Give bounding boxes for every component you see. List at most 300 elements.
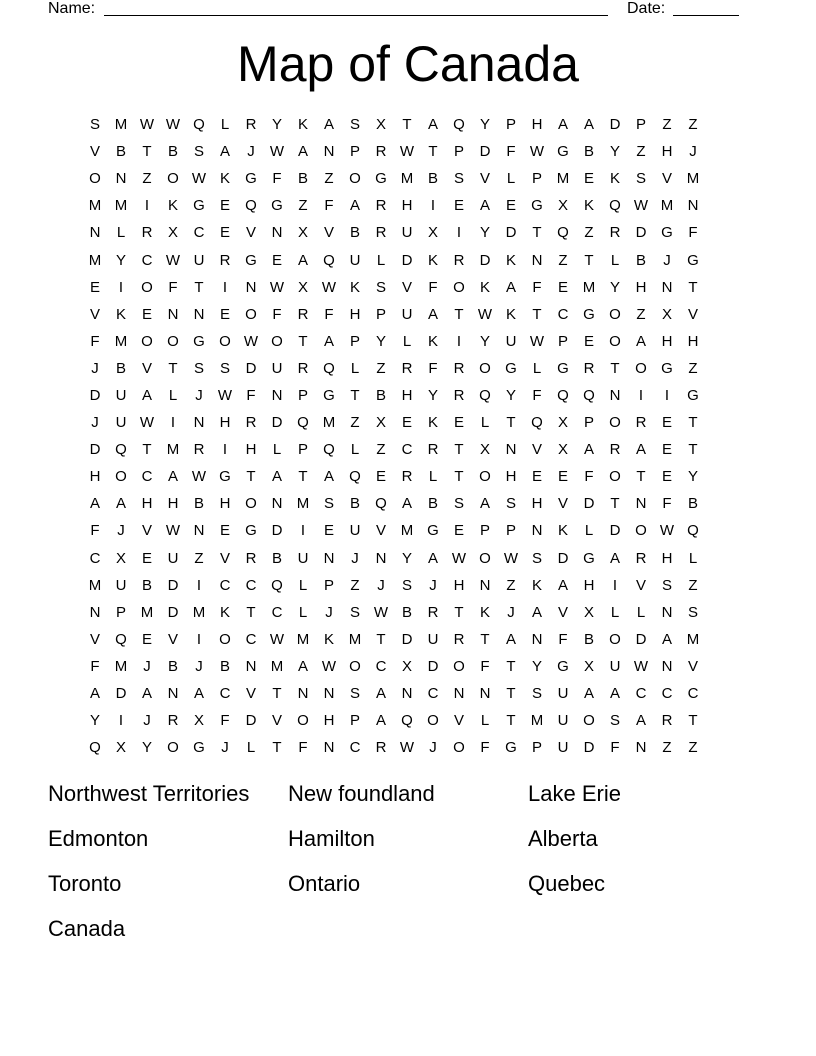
grid-letter: N — [89, 603, 101, 621]
grid-letter: R — [193, 441, 205, 459]
word-list-item: Edmonton — [48, 826, 149, 851]
grid-letter: Y — [479, 332, 490, 350]
grid-letter: F — [584, 468, 594, 486]
grid-letter: C — [349, 739, 361, 757]
grid-letter: D — [427, 657, 439, 675]
grid-letter: B — [167, 657, 178, 675]
grid-letter: V — [141, 522, 152, 540]
grid-letter: S — [375, 278, 386, 296]
grid-letter: N — [687, 197, 699, 215]
grid-letter: Z — [688, 576, 698, 594]
grid-letter: G — [557, 143, 569, 161]
grid-letter: J — [325, 603, 333, 621]
grid-letter: G — [687, 251, 699, 269]
grid-letter: F — [428, 359, 438, 377]
word-list-item: Ontario — [288, 871, 361, 896]
grid-letter: H — [401, 386, 413, 404]
grid-letter: O — [271, 332, 283, 350]
grid-letter: F — [298, 739, 308, 757]
grid-letter: Y — [115, 251, 126, 269]
grid-letter: N — [245, 278, 257, 296]
grid-letter: E — [583, 170, 594, 188]
grid-letter: F — [428, 278, 438, 296]
grid-letter: N — [661, 603, 673, 621]
word-list-item: Northwest Territories — [48, 781, 250, 806]
grid-letter: H — [167, 495, 179, 513]
grid-letter: P — [557, 332, 568, 350]
grid-letter: T — [506, 657, 516, 675]
grid-letter: R — [635, 414, 647, 432]
grid-letter: D — [89, 441, 101, 459]
grid-letter: K — [479, 278, 490, 296]
grid-letter: T — [636, 468, 646, 486]
grid-letter: L — [298, 603, 308, 621]
grid-letter: N — [167, 305, 179, 323]
grid-letter: O — [609, 305, 621, 323]
grid-letter: Q — [193, 116, 205, 134]
grid-letter: Z — [142, 170, 152, 188]
grid-letter: W — [399, 739, 415, 757]
grid-letter: U — [271, 359, 283, 377]
grid-letter: H — [687, 332, 699, 350]
grid-letter: W — [165, 251, 181, 269]
grid-letter: Y — [401, 549, 412, 567]
grid-letter: A — [583, 685, 594, 703]
grid-letter: P — [505, 522, 516, 540]
grid-letter: R — [401, 468, 413, 486]
grid-letter: A — [141, 685, 152, 703]
grid-letter: K — [505, 305, 516, 323]
grid-letter: H — [531, 495, 543, 513]
grid-row — [82, 192, 706, 219]
grid-letter: T — [168, 359, 178, 377]
grid-letter: T — [142, 143, 152, 161]
grid-letter: E — [661, 441, 672, 459]
grid-letter: V — [245, 224, 256, 242]
grid-letter: C — [375, 657, 387, 675]
grid-letter: A — [323, 116, 334, 134]
grid-letter: G — [245, 522, 257, 540]
grid-letter: D — [479, 143, 491, 161]
grid-letter: I — [196, 630, 202, 648]
grid-letter: A — [661, 630, 672, 648]
grid-letter: T — [480, 630, 490, 648]
grid-letter: J — [195, 657, 203, 675]
grid-letter: Z — [298, 197, 308, 215]
grid-letter: T — [610, 359, 620, 377]
grid-letter: P — [531, 739, 542, 757]
worksheet-header — [0, 0, 816, 20]
grid-letter: E — [661, 414, 672, 432]
grid-letter: M — [192, 603, 206, 621]
grid-letter: W — [191, 170, 207, 188]
grid-letter: Z — [376, 359, 386, 377]
grid-row — [82, 490, 706, 517]
grid-letter: R — [609, 441, 621, 459]
grid-letter: G — [661, 359, 673, 377]
grid-letter: A — [323, 332, 334, 350]
grid-letter: K — [297, 116, 308, 134]
grid-letter: M — [140, 603, 154, 621]
grid-letter: E — [401, 414, 412, 432]
grid-letter: Q — [323, 359, 335, 377]
grid-letter: O — [141, 332, 153, 350]
grid-row — [82, 328, 706, 355]
grid-letter: V — [661, 170, 672, 188]
grid-letter: J — [91, 414, 99, 432]
grid-letter: J — [429, 576, 437, 594]
grid-letter: V — [219, 549, 230, 567]
grid-letter: C — [219, 576, 231, 594]
grid-letter: V — [557, 495, 568, 513]
grid-letter: Z — [688, 359, 698, 377]
grid-row — [82, 545, 706, 572]
grid-letter: O — [479, 359, 491, 377]
grid-letter: J — [117, 522, 125, 540]
grid-letter: Z — [194, 549, 204, 567]
grid-letter: F — [90, 657, 100, 675]
grid-letter: W — [659, 522, 675, 540]
grid-letter: J — [351, 549, 359, 567]
grid-row — [82, 409, 706, 436]
grid-letter: L — [506, 170, 516, 188]
grid-letter: X — [583, 603, 594, 621]
grid-letter: Z — [662, 739, 672, 757]
grid-letter: O — [609, 468, 621, 486]
grid-row — [82, 382, 706, 409]
grid-letter: A — [115, 495, 126, 513]
grid-letter: D — [167, 576, 179, 594]
grid-letter: C — [635, 685, 647, 703]
grid-letter: F — [480, 657, 490, 675]
grid-letter: U — [557, 685, 569, 703]
grid-letter: E — [583, 332, 594, 350]
grid-letter: R — [635, 549, 647, 567]
grid-letter: N — [531, 251, 543, 269]
grid-letter: A — [635, 441, 646, 459]
grid-row — [82, 653, 706, 680]
grid-letter: J — [221, 739, 229, 757]
grid-letter: V — [401, 278, 412, 296]
grid-letter: A — [219, 143, 230, 161]
grid-letter: D — [115, 685, 127, 703]
grid-letter: Z — [558, 251, 568, 269]
grid-letter: H — [323, 712, 335, 730]
grid-letter: R — [453, 386, 465, 404]
grid-letter: M — [556, 170, 570, 188]
grid-letter: F — [610, 739, 620, 757]
grid-letter: Z — [324, 170, 334, 188]
grid-letter: O — [479, 468, 491, 486]
date-label: Date: — [627, 0, 666, 17]
grid-letter: D — [89, 386, 101, 404]
grid-letter: Y — [609, 143, 620, 161]
grid-letter: W — [529, 143, 545, 161]
grid-letter: O — [453, 278, 465, 296]
grid-letter: L — [688, 549, 698, 567]
grid-letter: M — [686, 630, 700, 648]
grid-letter: C — [661, 685, 673, 703]
grid-letter: S — [687, 603, 698, 621]
grid-letter: N — [271, 495, 283, 513]
grid-letter: J — [689, 143, 697, 161]
grid-letter: O — [609, 414, 621, 432]
grid-letter: S — [505, 495, 516, 513]
grid-letter: X — [375, 116, 386, 134]
grid-row — [82, 436, 706, 463]
grid-letter: O — [349, 657, 361, 675]
grid-letter: W — [139, 414, 155, 432]
grid-letter: N — [635, 495, 647, 513]
grid-letter: V — [89, 630, 100, 648]
grid-letter: H — [661, 332, 673, 350]
grid-letter: J — [507, 603, 515, 621]
grid-letter: O — [635, 522, 647, 540]
grid-letter: T — [246, 603, 256, 621]
grid-letter: B — [115, 143, 126, 161]
grid-letter: J — [663, 251, 671, 269]
grid-letter: E — [219, 197, 230, 215]
grid-letter: C — [89, 549, 101, 567]
grid-letter: U — [401, 305, 413, 323]
grid-letter: B — [115, 359, 126, 377]
grid-letter: T — [428, 143, 438, 161]
grid-letter: I — [456, 224, 462, 242]
grid-letter: F — [272, 170, 282, 188]
grid-letter: K — [531, 576, 542, 594]
grid-letter: G — [687, 386, 699, 404]
grid-letter: E — [219, 522, 230, 540]
grid-letter: D — [401, 251, 413, 269]
grid-letter: W — [191, 468, 207, 486]
grid-letter: U — [349, 251, 361, 269]
grid-letter: G — [245, 251, 257, 269]
grid-letter: L — [350, 441, 360, 459]
grid-letter: W — [269, 278, 285, 296]
grid-letter: B — [687, 495, 698, 513]
grid-letter: P — [297, 441, 308, 459]
grid-letter: A — [635, 712, 646, 730]
word-list-item: New foundland — [288, 781, 435, 806]
grid-letter: A — [349, 197, 360, 215]
grid-letter: Y — [609, 278, 620, 296]
grid-letter: F — [324, 305, 334, 323]
grid-letter: A — [531, 603, 542, 621]
grid-letter: V — [89, 143, 100, 161]
grid-letter: A — [479, 197, 490, 215]
grid-letter: U — [427, 630, 439, 648]
grid-letter: T — [194, 278, 204, 296]
grid-letter: Y — [479, 224, 490, 242]
grid-letter: K — [427, 414, 438, 432]
grid-letter: Q — [271, 576, 283, 594]
grid-letter: R — [427, 441, 439, 459]
grid-letter: W — [633, 657, 649, 675]
grid-letter: T — [688, 414, 698, 432]
grid-row — [82, 355, 706, 382]
grid-letter: R — [167, 712, 179, 730]
grid-letter: T — [376, 630, 386, 648]
grid-letter: S — [89, 116, 100, 134]
grid-letter: P — [635, 116, 646, 134]
grid-letter: O — [427, 712, 439, 730]
grid-row — [82, 680, 706, 707]
grid-letter: N — [609, 386, 621, 404]
grid-letter: W — [373, 603, 389, 621]
grid-letter: I — [118, 712, 124, 730]
grid-letter: W — [165, 116, 181, 134]
grid-letter: N — [167, 685, 179, 703]
page-title: Map of Canada — [237, 36, 579, 92]
grid-letter: W — [321, 278, 337, 296]
grid-letter: G — [583, 549, 595, 567]
grid-letter: I — [638, 386, 644, 404]
grid-letter: H — [531, 116, 543, 134]
grid-letter: Z — [688, 739, 698, 757]
grid-letter: L — [376, 251, 386, 269]
grid-letter: D — [401, 630, 413, 648]
grid-letter: N — [323, 143, 335, 161]
grid-letter: S — [635, 170, 646, 188]
grid-row — [82, 138, 706, 165]
grid-letter: T — [454, 441, 464, 459]
grid-letter: N — [323, 549, 335, 567]
grid-letter: N — [271, 386, 283, 404]
grid-letter: H — [583, 576, 595, 594]
grid-letter: M — [88, 197, 102, 215]
grid-letter: A — [297, 251, 308, 269]
grid-letter: X — [479, 441, 490, 459]
grid-letter: A — [375, 712, 386, 730]
grid-letter: B — [583, 143, 594, 161]
grid-letter: N — [505, 441, 517, 459]
grid-letter: J — [143, 712, 151, 730]
grid-letter: V — [453, 712, 464, 730]
grid-letter: D — [609, 522, 621, 540]
grid-letter: T — [298, 468, 308, 486]
grid-letter: W — [503, 549, 519, 567]
grid-letter: N — [479, 685, 491, 703]
grid-letter: V — [687, 657, 698, 675]
grid-letter: W — [633, 197, 649, 215]
letter-grid — [82, 111, 706, 761]
grid-row — [82, 517, 706, 544]
grid-letter: L — [610, 603, 620, 621]
grid-letter: M — [114, 197, 128, 215]
grid-letter: U — [557, 739, 569, 757]
grid-letter: I — [196, 576, 202, 594]
grid-letter: X — [557, 197, 568, 215]
grid-letter: L — [272, 441, 282, 459]
grid-letter: R — [609, 224, 621, 242]
grid-letter: M — [686, 170, 700, 188]
grid-letter: K — [167, 197, 178, 215]
grid-letter: L — [246, 739, 256, 757]
grid-letter: I — [300, 522, 306, 540]
grid-letter: T — [454, 305, 464, 323]
grid-letter: N — [193, 414, 205, 432]
grid-letter: N — [271, 224, 283, 242]
grid-letter: B — [349, 495, 360, 513]
grid-row — [82, 572, 706, 599]
grid-letter: Z — [350, 414, 360, 432]
grid-letter: N — [323, 739, 335, 757]
grid-letter: G — [583, 305, 595, 323]
grid-letter: W — [399, 143, 415, 161]
grid-letter: G — [557, 657, 569, 675]
grid-letter: V — [557, 603, 568, 621]
grid-letter: Z — [662, 116, 672, 134]
grid-letter: Q — [401, 712, 413, 730]
grid-letter: Q — [323, 251, 335, 269]
grid-letter: J — [91, 359, 99, 377]
grid-letter: M — [322, 414, 336, 432]
grid-letter: N — [193, 522, 205, 540]
grid-letter: N — [401, 685, 413, 703]
grid-letter: K — [505, 251, 516, 269]
grid-letter: A — [583, 441, 594, 459]
grid-letter: B — [583, 630, 594, 648]
grid-letter: Q — [531, 414, 543, 432]
grid-letter: H — [89, 468, 101, 486]
grid-letter: O — [245, 305, 257, 323]
grid-letter: B — [297, 170, 308, 188]
grid-letter: O — [245, 495, 257, 513]
grid-letter: S — [531, 549, 542, 567]
grid-letter: B — [401, 603, 412, 621]
grid-letter: G — [271, 197, 283, 215]
grid-letter: G — [375, 170, 387, 188]
grid-letter: A — [609, 685, 620, 703]
grid-letter: A — [323, 468, 334, 486]
grid-letter: P — [349, 143, 360, 161]
grid-letter: O — [609, 332, 621, 350]
grid-letter: X — [401, 657, 412, 675]
grid-letter: A — [297, 657, 308, 675]
grid-letter: M — [88, 251, 102, 269]
grid-letter: P — [453, 143, 464, 161]
grid-letter: Q — [583, 386, 595, 404]
grid-letter: J — [195, 386, 203, 404]
grid-letter: A — [427, 549, 438, 567]
grid-letter: U — [115, 576, 127, 594]
grid-letter: S — [453, 170, 464, 188]
grid-letter: N — [661, 278, 673, 296]
grid-letter: Y — [479, 116, 490, 134]
grid-letter: O — [167, 332, 179, 350]
grid-letter: F — [168, 278, 178, 296]
grid-letter: Z — [350, 576, 360, 594]
grid-letter: P — [323, 576, 334, 594]
grid-letter: U — [115, 414, 127, 432]
grid-letter: V — [245, 685, 256, 703]
grid-letter: Q — [245, 197, 257, 215]
grid-row — [82, 626, 706, 653]
grid-letter: R — [375, 224, 387, 242]
grid-letter: C — [687, 685, 699, 703]
grid-letter: H — [401, 197, 413, 215]
grid-letter: I — [430, 197, 436, 215]
grid-letter: G — [557, 359, 569, 377]
grid-letter: F — [246, 386, 256, 404]
grid-letter: C — [141, 251, 153, 269]
grid-letter: L — [636, 603, 646, 621]
grid-letter: P — [297, 386, 308, 404]
grid-letter: T — [688, 441, 698, 459]
grid-letter: L — [116, 224, 126, 242]
grid-letter: O — [479, 549, 491, 567]
grid-letter: F — [272, 305, 282, 323]
